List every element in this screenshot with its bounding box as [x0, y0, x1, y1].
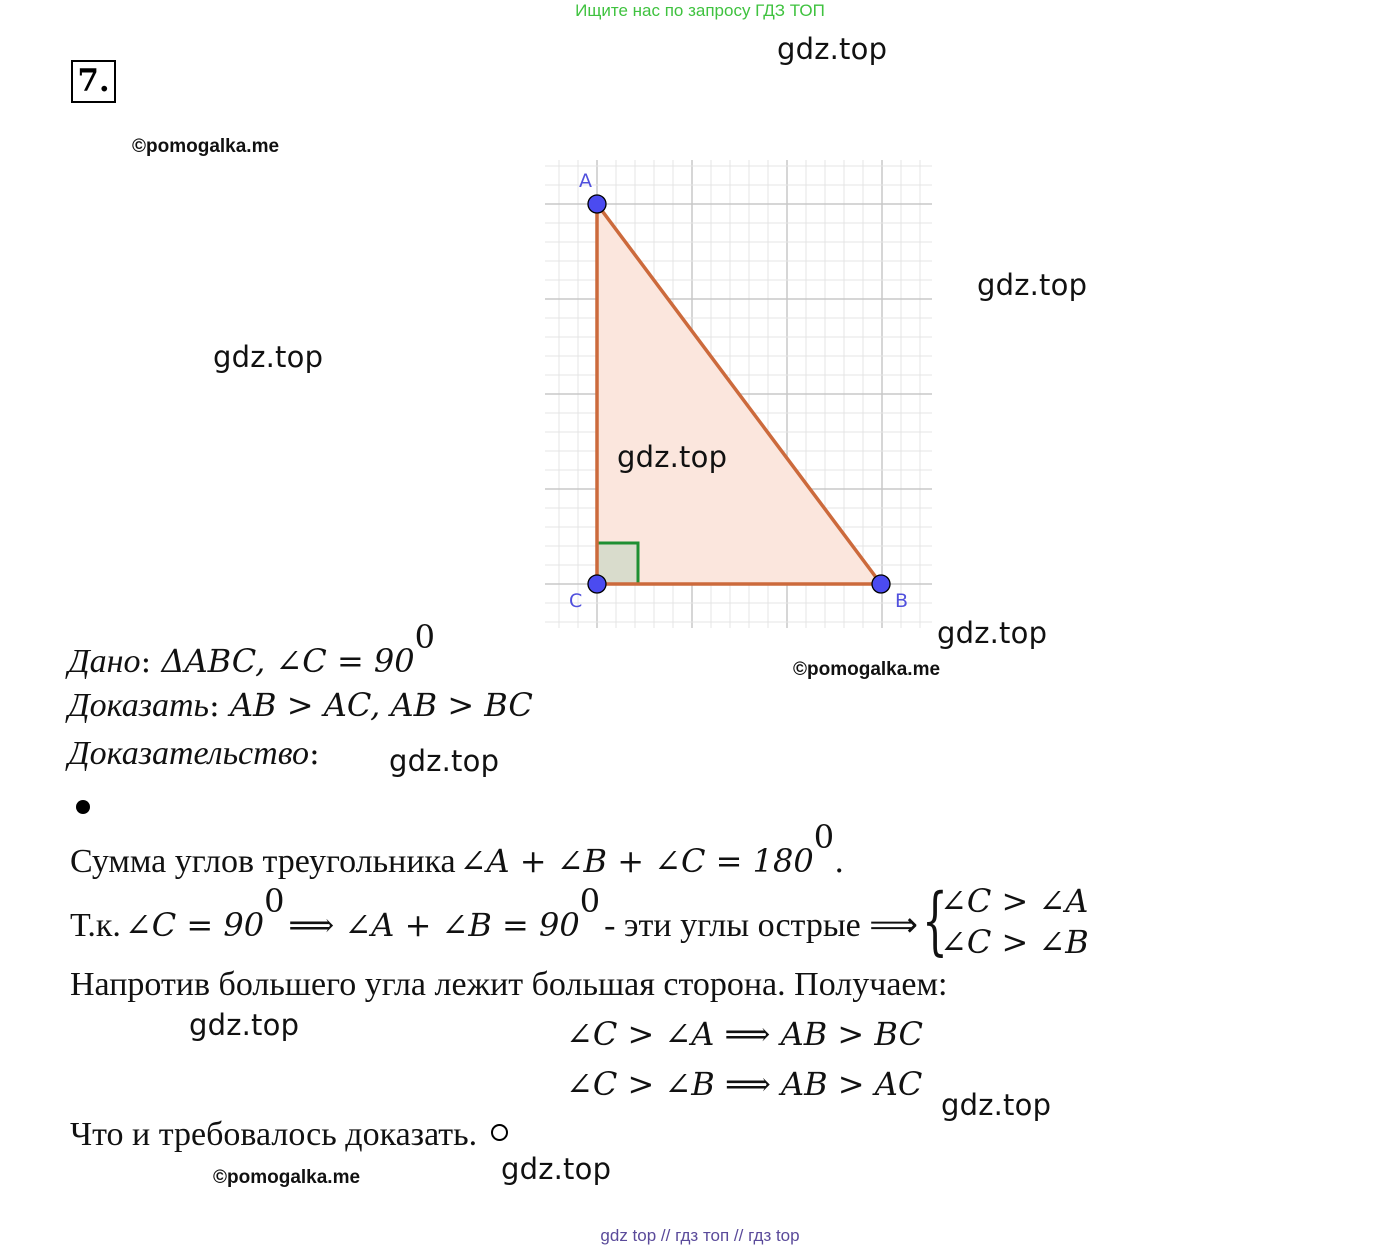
- watermark-gdz: gdz.top: [777, 32, 888, 66]
- acute-text: - эти углы острые ⟹: [604, 907, 918, 944]
- angle-sum-formula: ∠A + ∠B + ∠C = 180: [459, 842, 814, 880]
- watermark-gdz: gdz.top: [977, 268, 1088, 302]
- problem-number: 7.: [71, 60, 116, 103]
- conclusion-line: [70, 1118, 508, 1152]
- prove-label: Доказать: [68, 687, 209, 724]
- proof-label: Доказательство: [68, 735, 310, 772]
- watermark-copyright: ©pomogalka.me: [132, 136, 280, 157]
- system-line-2: ∠C > ∠B: [940, 923, 1089, 961]
- angle-c-formula: ∠C = 90: [124, 906, 265, 944]
- angle-sum-exponent: 0: [813, 818, 835, 856]
- watermark-gdz: gdz.top: [941, 1088, 1052, 1122]
- watermark-gdz: gdz.top: [501, 1152, 612, 1186]
- qed-circle-icon: [491, 1124, 508, 1141]
- watermark-copyright: ©pomogalka.me: [213, 1167, 361, 1188]
- footer-links: gdz top // гдз топ // гдз top: [600, 1226, 800, 1245]
- triangle-figure: [540, 155, 940, 635]
- watermark-gdz: gdz.top: [389, 744, 500, 778]
- acute-angles-line: Т.к. ∠C = $90^0$ ⟹ ∠A + ∠B = $90^0$ - эти углы острые ⟹: [70, 882, 918, 944]
- label-a: A: [579, 170, 592, 192]
- system-line-1: ∠C > ∠A: [940, 882, 1089, 920]
- given-label: Дано: [68, 643, 141, 680]
- result-1: ∠C > ∠A ⟹ AB > BC: [566, 1015, 923, 1053]
- point-b: [872, 575, 890, 593]
- label-b: B: [895, 590, 909, 612]
- result-2: ∠C > ∠B ⟹ AB > AC: [566, 1065, 923, 1103]
- larger-side-text: Напротив большего угла лежит большая сторона. Получаем:: [70, 966, 948, 1003]
- watermark-gdz: gdz.top: [189, 1008, 300, 1042]
- watermark-gdz: gdz.top: [213, 340, 324, 374]
- given-statement: ΔABC, ∠C = 90: [161, 642, 415, 680]
- angle-sum-line: Сумма углов треугольника ∠A + ∠B + ∠C = $180^0$.: [70, 818, 845, 880]
- prove-line: Доказать: AB > AC, AB > BC: [68, 686, 533, 724]
- point-a: [588, 195, 606, 213]
- search-hint: Ищите нас по запросу ГДЗ ТОП: [575, 1, 825, 20]
- conclusion-text: Что и требовалось доказать.: [70, 1116, 478, 1153]
- label-c: C: [569, 590, 583, 612]
- watermark-gdz: gdz.top: [617, 440, 728, 474]
- given-exponent: 0: [414, 618, 435, 656]
- watermark-gdz: gdz.top: [937, 616, 1048, 650]
- since-label: Т.к.: [70, 907, 121, 944]
- watermark-copyright: ©pomogalka.me: [793, 659, 941, 680]
- system-brace: {: [922, 878, 948, 964]
- bullet-marker: [76, 800, 90, 814]
- given-line: Дано: ΔABC, ∠C = $90^0$: [68, 618, 435, 680]
- prove-statement: AB > AC, AB > BC: [229, 686, 533, 724]
- proof-heading: Доказательство:: [68, 734, 320, 772]
- angle-sum-text: Сумма углов треугольника: [70, 843, 456, 880]
- angle-ab-formula: ⟹ ∠A + ∠B = 90: [288, 906, 580, 944]
- point-c: [588, 575, 606, 593]
